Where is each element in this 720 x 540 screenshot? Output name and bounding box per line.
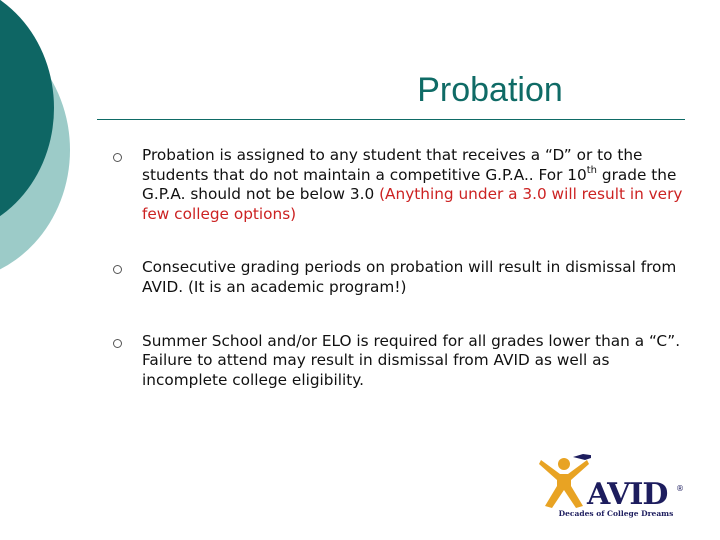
avid-wordmark: AVID	[587, 477, 668, 512]
bullet-text-continued: grade the G.P.A. should not be below 3.0	[142, 165, 677, 204]
bullet-circle-icon	[113, 265, 122, 274]
bullet-circle-icon	[113, 153, 122, 162]
bullet-text: Consecutive grading periods on probation will result in dismissal from AVID. (It is an academic program!)	[142, 258, 677, 296]
avid-logo	[537, 450, 689, 522]
title-divider	[97, 119, 685, 120]
bullet-probation-gpa	[112, 146, 687, 224]
registered-mark: ®	[676, 484, 684, 493]
bullet-text: Summer School and/or ELO is required for all grades lower than a “C”. Failure to attend may result in dismissal from AVID as well as incomplete college eligibility.	[142, 331, 681, 389]
corner-decoration	[0, 0, 110, 290]
bullet-list	[112, 146, 687, 390]
bullet-summer-school	[112, 332, 687, 391]
grad-cap-shape	[573, 454, 591, 460]
slide-title: Probation	[417, 71, 563, 109]
figure-with-cap-icon	[537, 450, 591, 510]
bullet-consecutive-periods	[112, 258, 687, 297]
warning-text: (Anything under a 3.0 will result in very few college options)	[142, 185, 683, 223]
bullet-circle-icon	[113, 339, 122, 348]
avid-tagline: Decades of College Dreams	[558, 509, 674, 518]
bullet-text: Probation is assigned to any student that receives a “D” or to the students that do not maintain a competitive G.P.A.. For 10	[142, 146, 643, 184]
superscript-th: th	[586, 164, 598, 176]
